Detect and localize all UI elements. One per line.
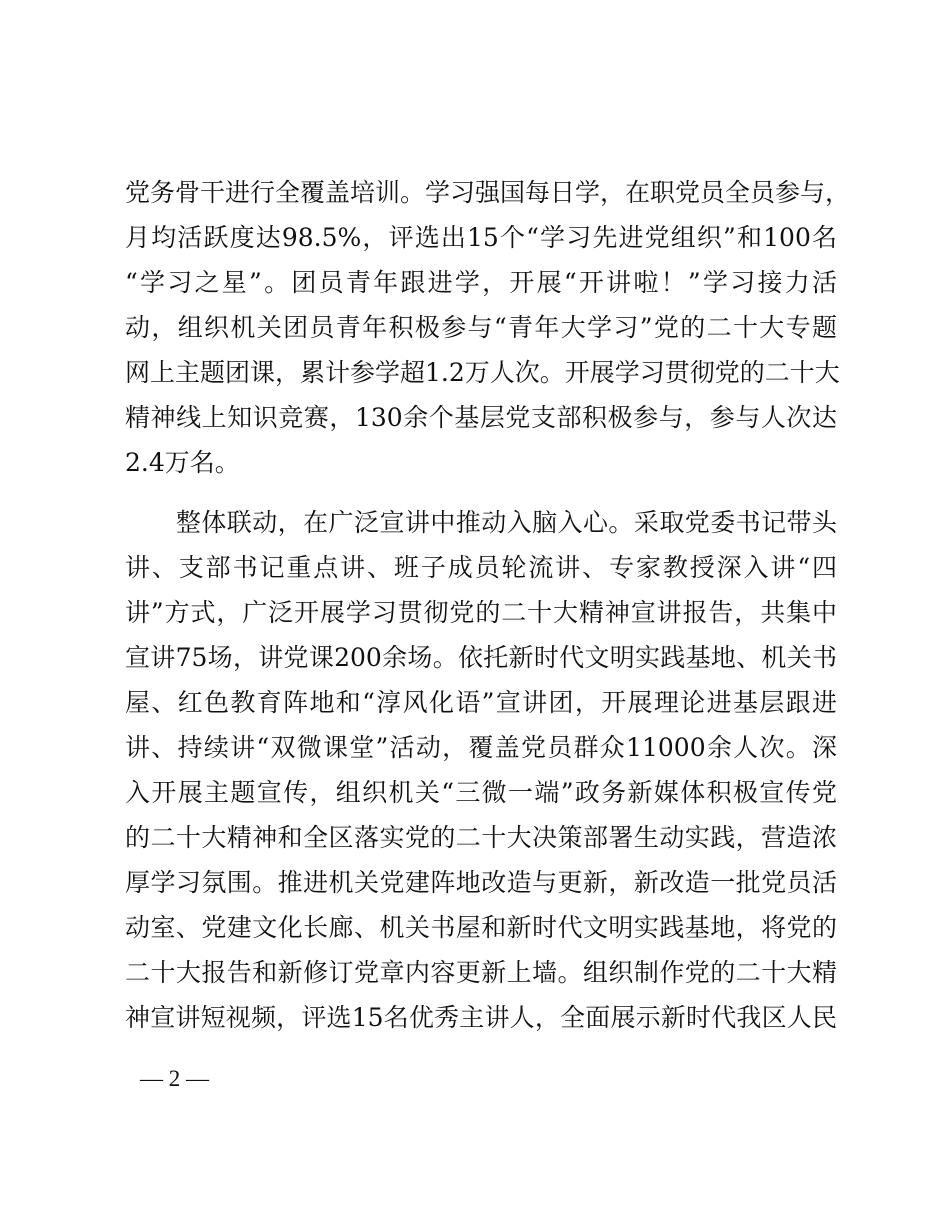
page-number: — 2 — <box>140 1066 209 1091</box>
paragraph-publicity-linkage <box>125 500 837 1040</box>
text-line: 动室、党建文化长廊、机关书屋和新时代文明实践基地，将党的 <box>125 913 837 942</box>
text-line: 讲”方式，广泛开展学习贯彻党的二十大精神宣讲报告，共集中 <box>125 598 837 627</box>
text-line: 入开展主题宣传，组织机关“三微一端”政务新媒体积极宣传党 <box>125 778 837 807</box>
text-line: 党务骨干进行全覆盖培训。学习强国每日学，在职党员全员参与， <box>125 178 851 207</box>
text-line: “学习之星”。团员青年跟进学，开展“开讲啦！”学习接力活 <box>125 268 837 297</box>
text-line: 网上主题团课，累计参学超1.2万人次。开展学习贯彻党的二十大 <box>125 358 840 387</box>
paragraph-study-activities <box>125 170 851 485</box>
text-line: 2.4万名。 <box>125 448 240 477</box>
text-line: 讲、持续讲“双微课堂”活动，覆盖党员群众11000余人次。深 <box>125 733 837 762</box>
text-line: 二十大报告和新修订党章内容更新上墙。组织制作党的二十大精 <box>125 958 837 987</box>
text-line: 整体联动，在广泛宣讲中推动入脑入心。采取党委书记带头 <box>125 508 837 537</box>
text-line: 精神线上知识竞赛，130余个基层党支部积极参与，参与人次达 <box>125 403 837 432</box>
text-line: 宣讲75场，讲党课200余场。依托新时代文明实践基地、机关书 <box>125 643 837 672</box>
text-line: 神宣讲短视频，评选15名优秀主讲人，全面展示新时代我区人民 <box>125 1003 837 1032</box>
text-line: 厚学习氛围。推进机关党建阵地改造与更新，新改造一批党员活 <box>125 868 837 897</box>
text-line: 动，组织机关团员青年积极参与“青年大学习”党的二十大专题 <box>125 313 837 342</box>
text-line: 的二十大精神和全区落实党的二十大决策部署生动实践，营造浓 <box>125 823 837 852</box>
text-line: 月均活跃度达98.5%，评选出15个“学习先进党组织”和100名 <box>125 223 837 252</box>
text-line: 屋、红色教育阵地和“淳风化语”宣讲团，开展理论进基层跟进 <box>125 688 837 717</box>
text-line: 讲、支部书记重点讲、班子成员轮流讲、专家教授深入讲“四 <box>125 553 837 582</box>
